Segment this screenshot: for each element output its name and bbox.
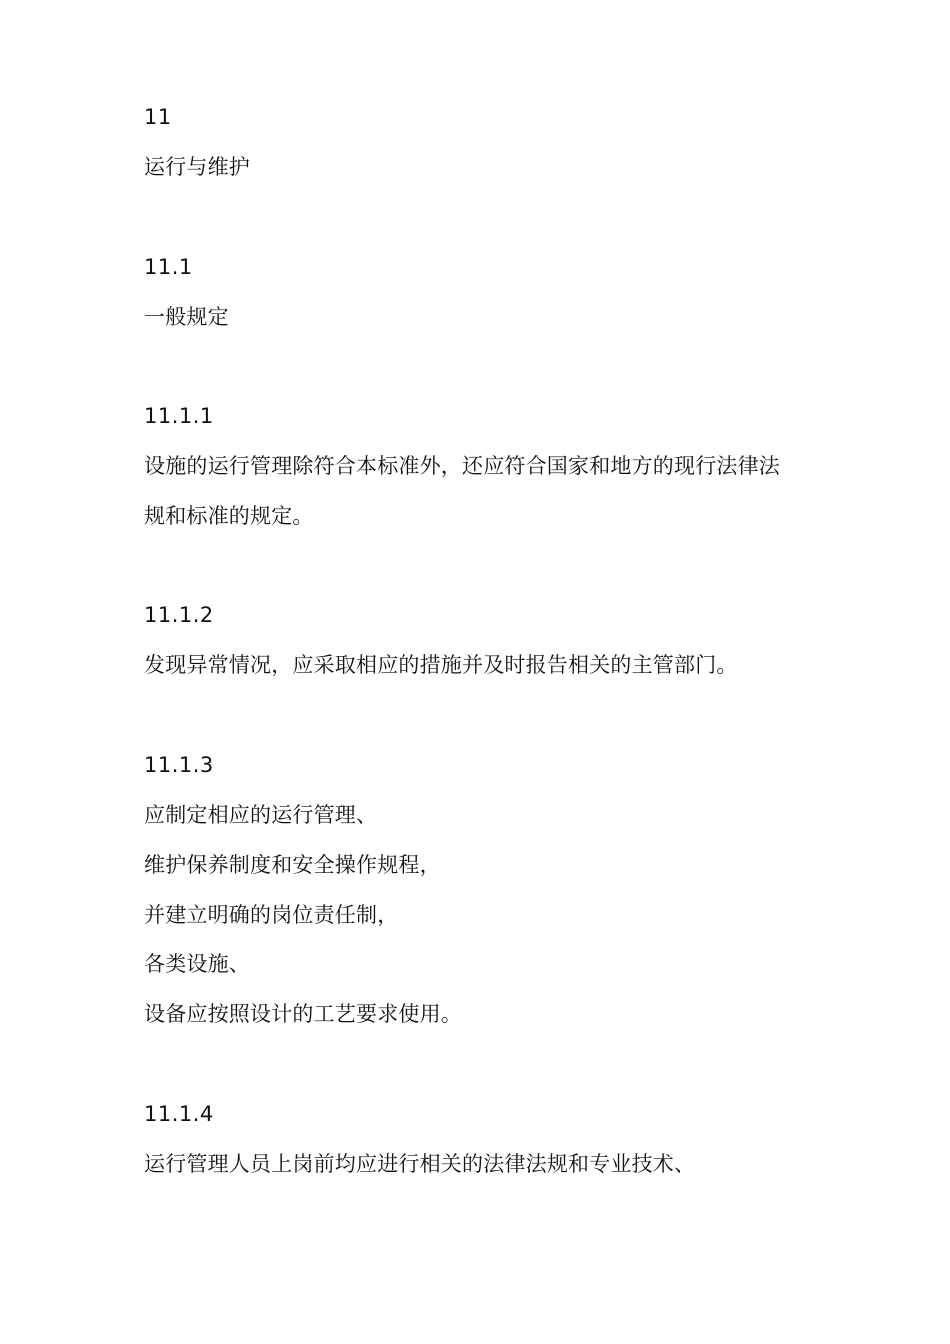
clause-text: 并建立明确的岗位责任制，	[144, 903, 399, 927]
section-number: 11.1	[144, 255, 193, 279]
clause-number: 11.1.4	[144, 1102, 214, 1126]
clause-number: 11.1.3	[144, 753, 214, 777]
clause-number: 11.1.1	[144, 404, 214, 428]
clause-text: 各类设施、	[144, 952, 250, 976]
clause-text: 发现异常情况，应采取相应的措施并及时报告相关的主管部门。	[144, 653, 738, 677]
clause-text: 设备应按照设计的工艺要求使用。	[144, 1002, 462, 1026]
clause-text: 维护保养制度和安全操作规程，	[144, 853, 441, 877]
clause-text: 运行管理人员上岗前均应进行相关的法律法规和专业技术、	[144, 1152, 696, 1176]
section-title: 运行与维护	[144, 155, 250, 179]
clause-text: 应制定相应的运行管理、	[144, 803, 378, 827]
clause-text: 设施的运行管理除符合本标准外，还应符合国家和地方的现行法律法	[144, 454, 780, 478]
section-title: 一般规定	[144, 305, 229, 329]
clause-text: 规和标准的规定。	[144, 504, 314, 528]
clause-number: 11.1.2	[144, 603, 214, 627]
section-number: 11	[144, 105, 172, 129]
